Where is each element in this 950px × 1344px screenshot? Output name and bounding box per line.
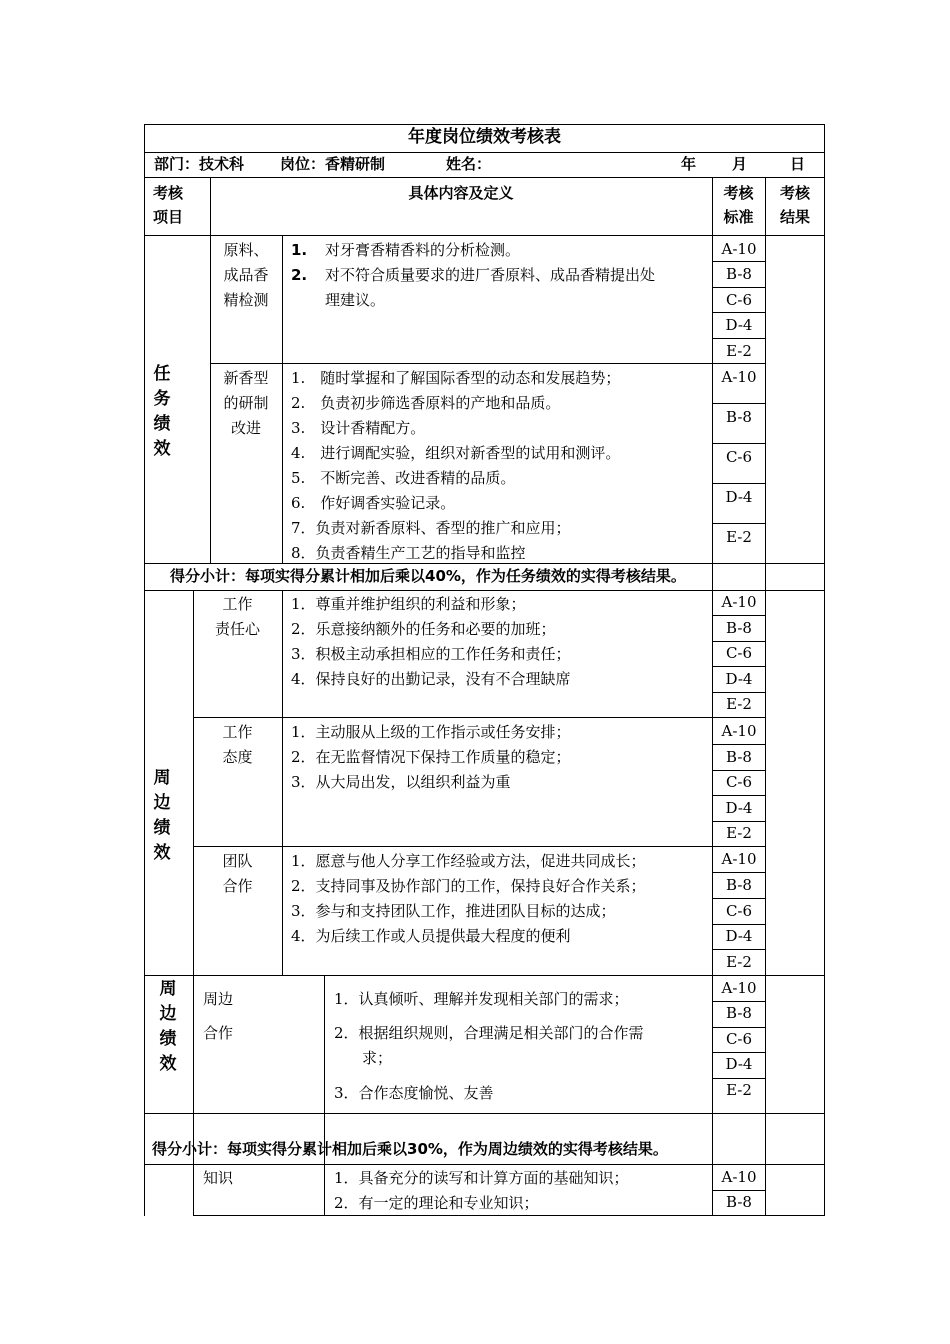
ability-item: 1．具备充分的读写和计算方面的基础知识； xyxy=(334,1169,629,1187)
peripheral-group-name: 团队 xyxy=(222,852,253,870)
grade-c: C-6 xyxy=(725,1030,753,1048)
peripheral-item: 2．支持同事及协作部门的工作，保持良好合作关系； xyxy=(291,877,646,895)
grade-b: B-8 xyxy=(726,265,752,283)
col-standard-line2: 标准 xyxy=(723,208,754,226)
peripheral2-cat-char: 效 xyxy=(159,1054,177,1074)
grade-a: A-10 xyxy=(721,368,757,386)
peripheral-item: 1．愿意与他人分享工作经验或方法，促进共同成长； xyxy=(291,852,646,870)
grade-d: D-4 xyxy=(725,927,753,945)
post-label: 岗位：香精研制 xyxy=(280,155,386,173)
peripheral-group-name: 合作 xyxy=(222,877,253,895)
grade-d: D-4 xyxy=(725,488,753,506)
peripheral-item: 3．积极主动承担相应的工作任务和责任； xyxy=(291,645,571,663)
peripheral-item: 2．在无监督情况下保持工作质量的稳定； xyxy=(291,748,571,766)
task-cat-char: 任 xyxy=(153,364,171,384)
task-group-name: 改进 xyxy=(230,419,261,437)
peripheral-cat-char: 周 xyxy=(153,768,171,788)
task-cat-char: 绩 xyxy=(153,414,171,434)
task-item: 8．负责香精生产工艺的指导和监控 xyxy=(291,544,526,562)
peripheral2-cat-char: 边 xyxy=(159,1004,177,1024)
grade-e: E-2 xyxy=(726,695,752,713)
col-result-line1: 考核 xyxy=(779,184,810,202)
grade-a: A-10 xyxy=(721,240,757,258)
grade-b: B-8 xyxy=(726,876,752,894)
peripheral-cat-char: 效 xyxy=(153,843,171,863)
task-cat-char: 效 xyxy=(153,439,171,459)
peripheral-item: 3．参与和支持团队工作，推进团队目标的达成； xyxy=(291,902,616,920)
peripheral2-item: 2．根据组织规则，合理满足相关部门的合作需 xyxy=(334,1024,644,1042)
grade-d: D-4 xyxy=(725,316,753,334)
task-item-number: 1. xyxy=(291,241,308,259)
peripheral-cat-char: 边 xyxy=(153,793,171,813)
grade-b: B-8 xyxy=(726,1193,752,1211)
name-label: 姓名： xyxy=(446,155,492,173)
grade-c: C-6 xyxy=(725,644,753,662)
col-result-line2: 结果 xyxy=(779,208,810,226)
peripheral-item: 1．主动服从上级的工作指示或任务安排； xyxy=(291,723,571,741)
peripheral2-group-name: 合作 xyxy=(203,1024,234,1042)
task-item: 6. 作好调香实验记录。 xyxy=(291,494,456,512)
task-item: 7．负责对新香原料、香型的推广和应用； xyxy=(291,519,571,537)
task-subtotal: 得分小计：每项实得分累计相加后乘以40%，作为任务绩效的实得考核结果。 xyxy=(170,567,686,585)
peripheral2-cat-char: 周 xyxy=(159,979,177,999)
peripheral-item: 4．为后续工作或人员提供最大程度的便利 xyxy=(291,927,571,945)
col-item-line1: 考核 xyxy=(153,184,184,202)
peripheral2-cat-char: 绩 xyxy=(159,1029,177,1049)
day-label: 日 xyxy=(790,155,806,173)
peripheral-group-name: 工作 xyxy=(222,723,253,741)
dept-label: 部门：技术科 xyxy=(154,155,245,173)
task-item-number: 2. xyxy=(291,266,308,284)
grade-e: E-2 xyxy=(726,824,752,842)
grade-b: B-8 xyxy=(726,1004,752,1022)
peripheral2-group-name: 周边 xyxy=(203,990,234,1008)
grade-b: B-8 xyxy=(726,619,752,637)
col-item-line2: 项目 xyxy=(153,208,184,226)
grade-a: A-10 xyxy=(721,850,757,868)
peripheral-item: 3．从大局出发，以组织利益为重 xyxy=(291,773,511,791)
col-content: 具体内容及定义 xyxy=(408,184,514,202)
peripheral-group-name: 责任心 xyxy=(214,620,260,638)
grade-b: B-8 xyxy=(726,748,752,766)
year-label: 年 xyxy=(681,155,697,173)
grade-e: E-2 xyxy=(726,953,752,971)
task-item: 2. 负责初步筛选香原料的产地和品质。 xyxy=(291,394,561,412)
peripheral-group-name: 工作 xyxy=(222,595,253,613)
grade-c: C-6 xyxy=(725,448,753,466)
task-group-name: 原料、 xyxy=(223,241,269,259)
peripheral2-item: 1．认真倾听、理解并发现相关部门的需求； xyxy=(334,990,629,1008)
grade-d: D-4 xyxy=(725,799,753,817)
grade-c: C-6 xyxy=(725,773,753,791)
grade-c: C-6 xyxy=(725,902,753,920)
task-cat-char: 务 xyxy=(153,389,171,409)
task-group-name: 新香型 xyxy=(223,369,269,387)
grade-e: E-2 xyxy=(726,342,752,360)
task-item: 5. 不断完善、改进香精的品质。 xyxy=(291,469,516,487)
grade-c: C-6 xyxy=(725,291,753,309)
task-group-name: 成品香 xyxy=(223,266,269,284)
task-group-name: 的研制 xyxy=(223,394,269,412)
col-standard-line1: 考核 xyxy=(723,184,754,202)
grade-a: A-10 xyxy=(721,593,757,611)
grade-b: B-8 xyxy=(726,408,752,426)
grade-d: D-4 xyxy=(725,1055,753,1073)
ability-item: 2．有一定的理论和专业知识； xyxy=(334,1194,539,1212)
grade-e: E-2 xyxy=(726,528,752,546)
task-item: 4. 进行调配实验，组织对新香型的试用和测评。 xyxy=(291,444,621,462)
task-item: 对不符合质量要求的进厂香原料、成品香精提出处 xyxy=(325,266,656,284)
grade-a: A-10 xyxy=(721,1168,757,1186)
task-item: 1. 随时掌握和了解国际香型的动态和发展趋势； xyxy=(291,369,621,387)
month-label: 月 xyxy=(732,155,748,173)
task-item: 对牙膏香精香料的分析检测。 xyxy=(325,241,521,259)
peripheral-item: 2．乐意接纳额外的任务和必要的加班； xyxy=(291,620,556,638)
ability-group-name: 知识 xyxy=(203,1169,234,1187)
task-item: 3. 设计香精配方。 xyxy=(291,419,426,437)
grade-a: A-10 xyxy=(721,979,757,997)
peripheral-item: 4．保持良好的出勤记录，没有不合理缺席 xyxy=(291,670,571,688)
page-title: 年度岗位绩效考核表 xyxy=(408,127,561,147)
task-group-name: 精检测 xyxy=(223,291,269,309)
peripheral-cat-char: 绩 xyxy=(153,818,171,838)
grade-e: E-2 xyxy=(726,1081,752,1099)
grade-a: A-10 xyxy=(721,722,757,740)
task-item: 理建议。 xyxy=(325,291,386,309)
peripheral-subtotal: 得分小计：每项实得分累计相加后乘以30%，作为周边绩效的实得考核结果。 xyxy=(152,1140,668,1158)
peripheral2-item: 3．合作态度愉悦、友善 xyxy=(334,1084,494,1102)
peripheral-group-name: 态度 xyxy=(222,748,253,766)
peripheral-item: 1．尊重并维护组织的利益和形象； xyxy=(291,595,526,613)
grade-d: D-4 xyxy=(725,670,753,688)
peripheral2-item: 求； xyxy=(362,1049,393,1067)
